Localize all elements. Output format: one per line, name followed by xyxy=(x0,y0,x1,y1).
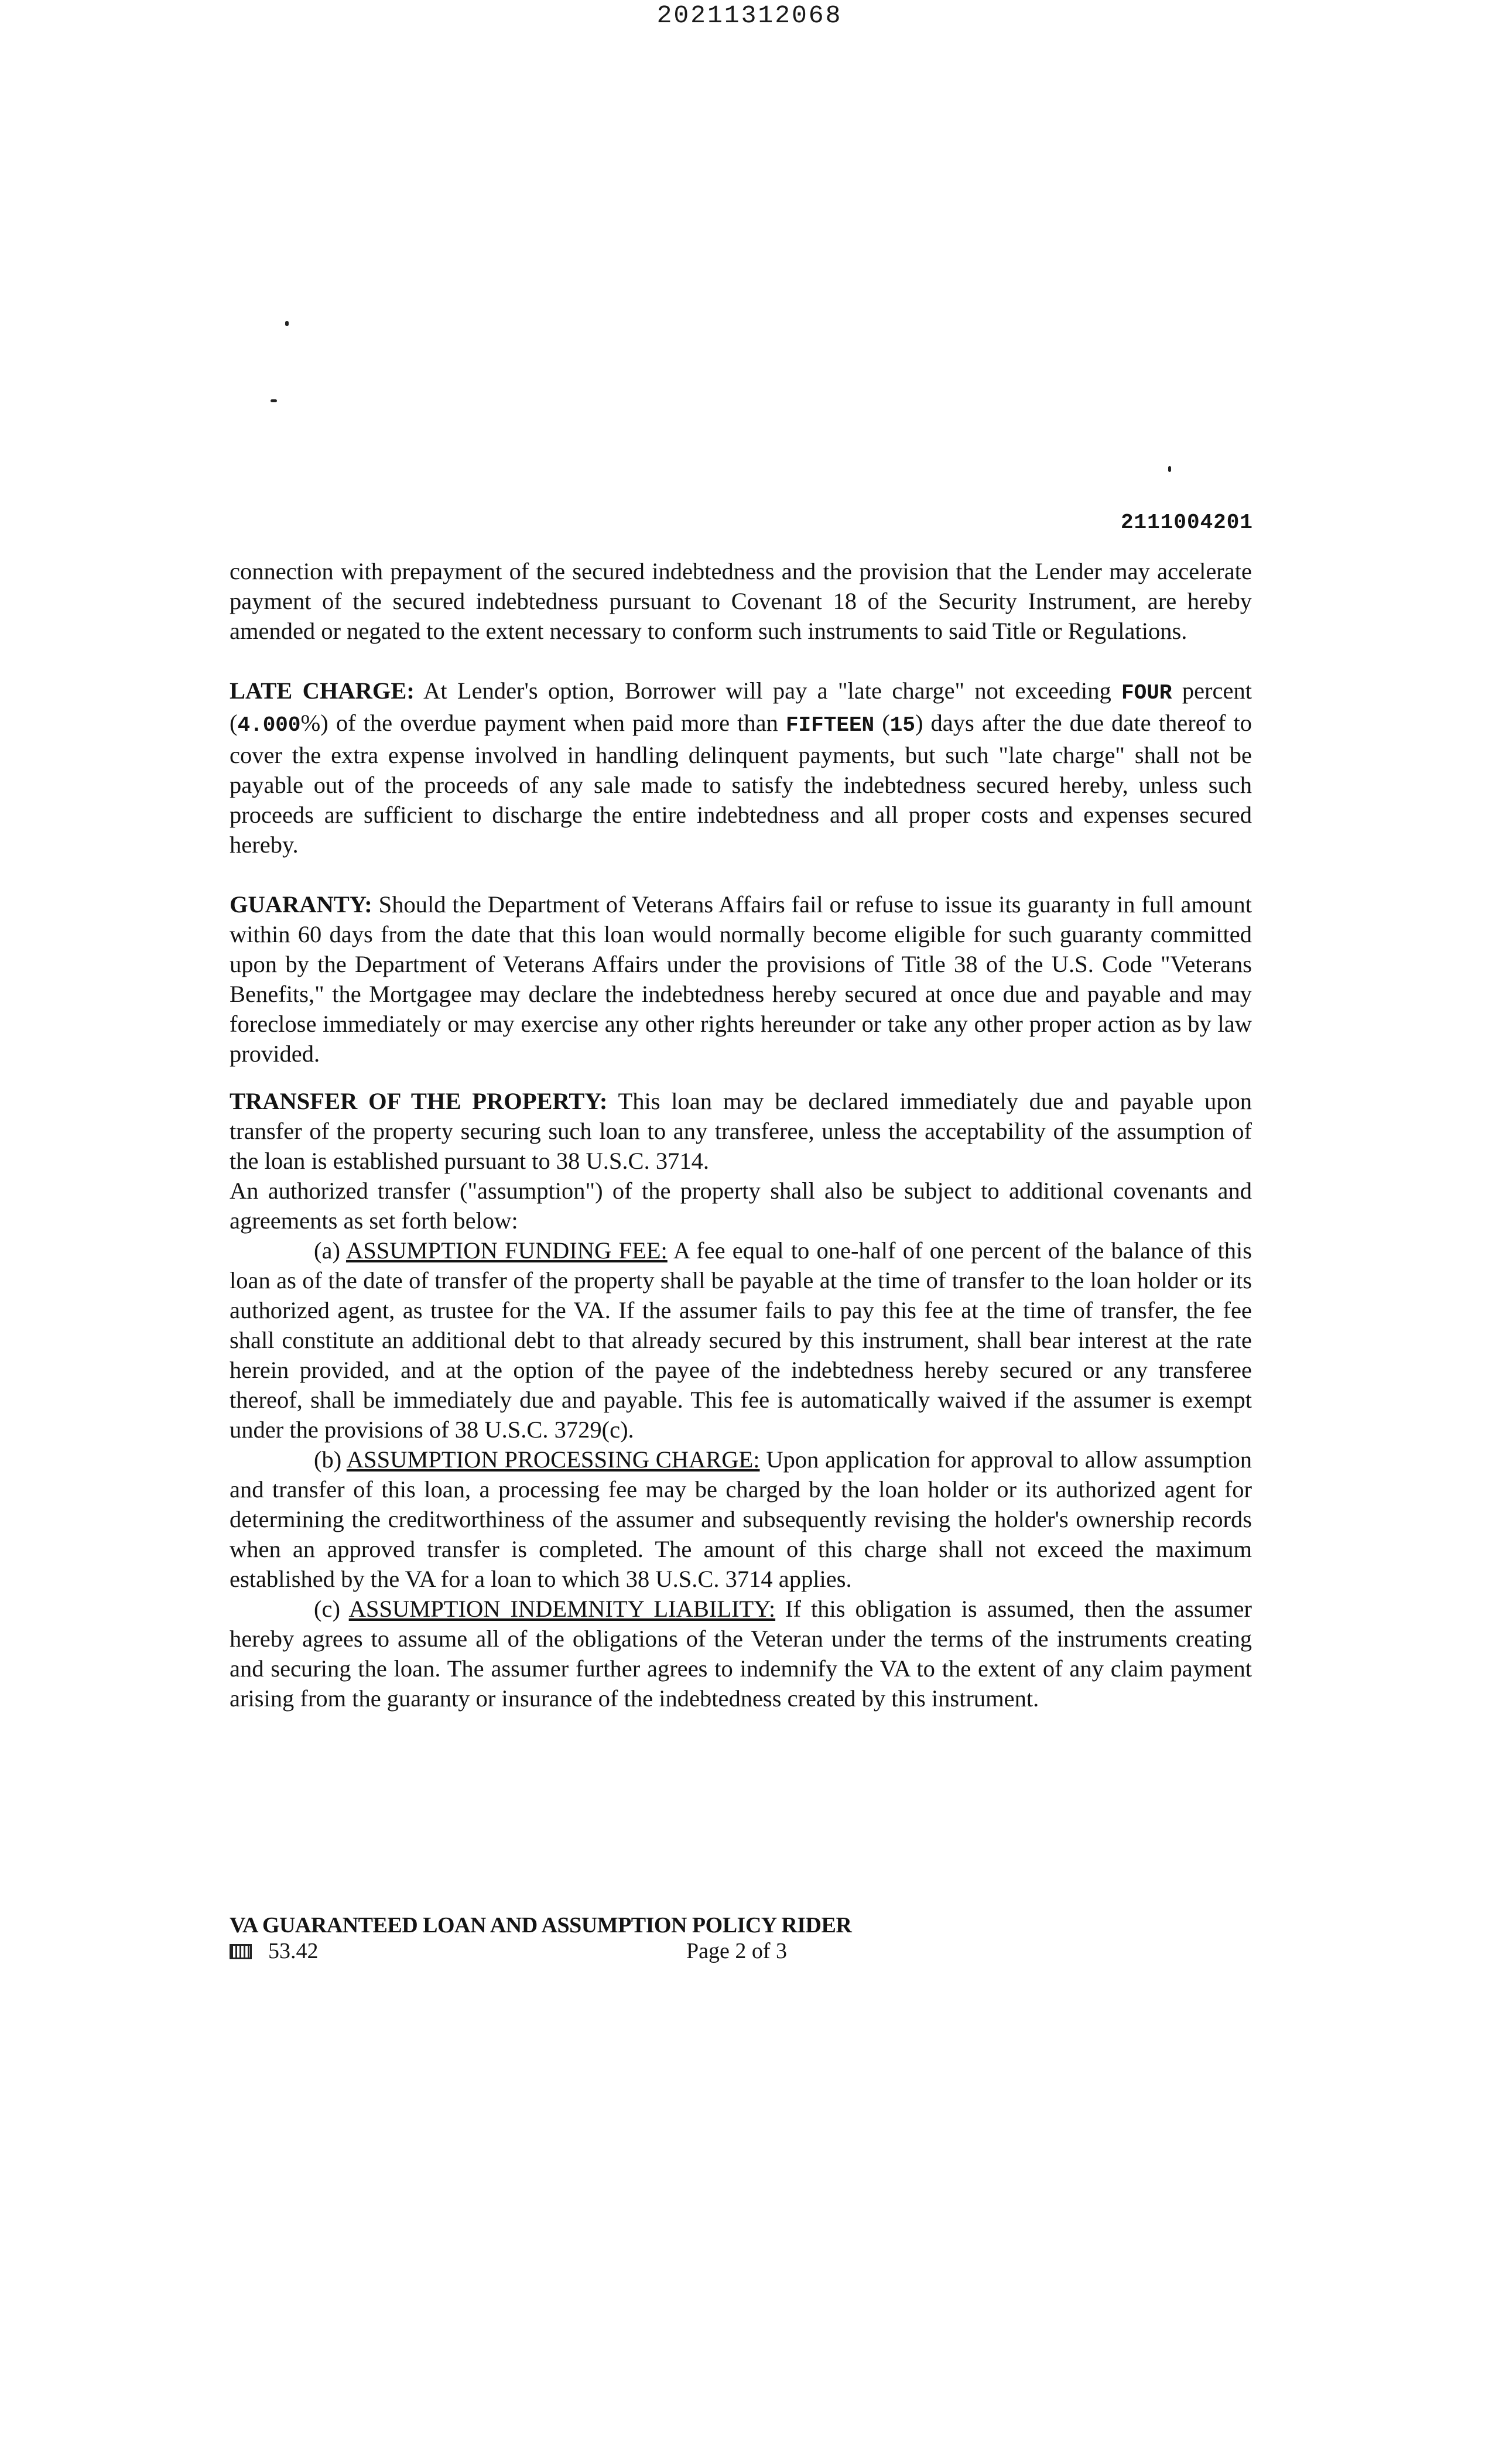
late-charge-heading: LATE CHARGE: xyxy=(230,677,415,704)
item-a-prefix: (a) xyxy=(314,1237,346,1264)
late-charge-text-3: %) of the overdue payment when paid more than xyxy=(300,710,786,736)
paragraph-item-a xyxy=(230,1236,1252,1445)
late-charge-days-words: FIFTEEN xyxy=(785,713,875,737)
recording-number: 20211312068 xyxy=(656,1,843,30)
late-charge-rate-number: 4.000 xyxy=(237,713,301,737)
item-b-text: Upon application for approval to allow assumption and transfer of this loan, a processing fee may be charged by the loan holder or its authorized agent for determining the creditworthiness of the assumer and subsequently revising the holder's ownership records when an approved transfer is completed. The amount of this charge shall not exceed the maximum established by the VA for a loan to which 38 U.S.C. 3714 applies. xyxy=(230,1446,1252,1592)
item-b-title: ASSUMPTION PROCESSING CHARGE: xyxy=(346,1446,760,1473)
document-footer xyxy=(230,1912,1252,1964)
late-charge-days-number: 15 xyxy=(889,713,915,737)
item-c-title: ASSUMPTION INDEMNITY LIABILITY: xyxy=(348,1596,776,1622)
scan-mark xyxy=(1168,466,1171,472)
item-c-text: If this obligation is assumed, then the assumer hereby agrees to assume all of the obligations of the Veteran under the terms of the instruments creating and securing the loan. The assumer further agrees to indemnify the VA to the extent of any claim payment arising from the guaranty or insurance of the indebtedness created by this instrument. xyxy=(230,1596,1252,1712)
footer-title: VA GUARANTEED LOAN AND ASSUMPTION POLICY RIDER xyxy=(230,1913,852,1938)
late-charge-text-5: ) days after the due date thereof to cover the extra expense involved in handling delinquent payments, but such "late charge" shall not be payable out of the proceeds of any sale made to satisfy the indebtedness secured hereby, unless such proceeds are sufficient to discharge the entire indebtedness and all proper costs and expenses secured hereby. xyxy=(230,710,1252,858)
loan-number: 2111004201 xyxy=(1120,511,1253,535)
scan-mark xyxy=(271,399,277,402)
late-charge-text-4: ( xyxy=(874,710,890,736)
late-charge-rate-words: FOUR xyxy=(1121,681,1172,705)
transfer-text: This loan may be declared immediately due and payable upon transfer of the property securing such loan to any transferee, unless the acceptability of the assumption of the loan is established pursuant to 38 U.S.C. 3714. xyxy=(230,1088,1252,1174)
paragraph-transfer xyxy=(230,1086,1252,1176)
document-body xyxy=(230,556,1252,1713)
page-number: Page 2 of 3 xyxy=(686,1939,788,1963)
form-number-group xyxy=(230,1938,319,1964)
guaranty-heading: GUARANTY: xyxy=(230,891,372,918)
form-logo-icon xyxy=(230,1944,252,1959)
transfer-heading: TRANSFER OF THE PROPERTY: xyxy=(230,1088,608,1114)
paragraph-guaranty xyxy=(230,889,1252,1069)
item-b-prefix: (b) xyxy=(314,1446,347,1473)
paragraph-item-c xyxy=(230,1594,1252,1713)
paragraph-item-b xyxy=(230,1445,1252,1594)
guaranty-text: Should the Department of Veterans Affairs fail or refuse to issue its guaranty in full amount within 60 days from the date that this loan would normally become eligible for such guaranty committed upon by the Department of Veterans Affairs under the provisions of Title 38 of the U.S. Code "Veterans Benefits," the Mortgagee may declare the indebtedness hereby secured at once due and payable and may foreclose immediately or may exercise any other rights hereunder or take any other proper action as by law provided. xyxy=(230,891,1252,1067)
footer-form-line xyxy=(230,1938,1252,1964)
late-charge-text-1: At Lender's option, Borrower will pay a "late charge" not exceeding xyxy=(414,677,1122,704)
paragraph-prepayment: connection with prepayment of the secured indebtedness and the provision that the Lender may accelerate payment of the secured indebtedness pursuant to Covenant 18 of the Security Instrument, are hereby amended or negated to the extent necessary to conform such instruments to said Title or Regulations. xyxy=(230,558,1252,644)
scan-mark xyxy=(285,321,289,326)
paragraph-assumption-intro: An authorized transfer ("assumption") of the property shall also be subject to additional covenants and agreements as set forth below: xyxy=(230,1178,1252,1234)
form-number: 53.42 xyxy=(268,1939,319,1963)
paragraph-late-charge xyxy=(230,676,1252,860)
item-a-text: A fee equal to one-half of one percent of the balance of this loan as of the date of transfer of the property shall be payable at the time of transfer to the loan holder or its authorized agent, as trustee for the VA. If the assumer fails to pay this fee at the time of transfer, the fee shall constitute an additional debt to that already secured by this instrument, shall bear interest at the rate herein provided, and at the option of the payee of the indebtedness hereby secured or any transferee thereof, shall be immediately due and payable. This fee is automatically waived if the assumer is exempt under the provisions of 38 U.S.C. 3729(c). xyxy=(230,1237,1252,1443)
late-charge-text-2: percent ( xyxy=(230,677,1252,736)
item-c-prefix: (c) xyxy=(314,1596,349,1622)
item-a-title: ASSUMPTION FUNDING FEE: xyxy=(345,1237,668,1264)
